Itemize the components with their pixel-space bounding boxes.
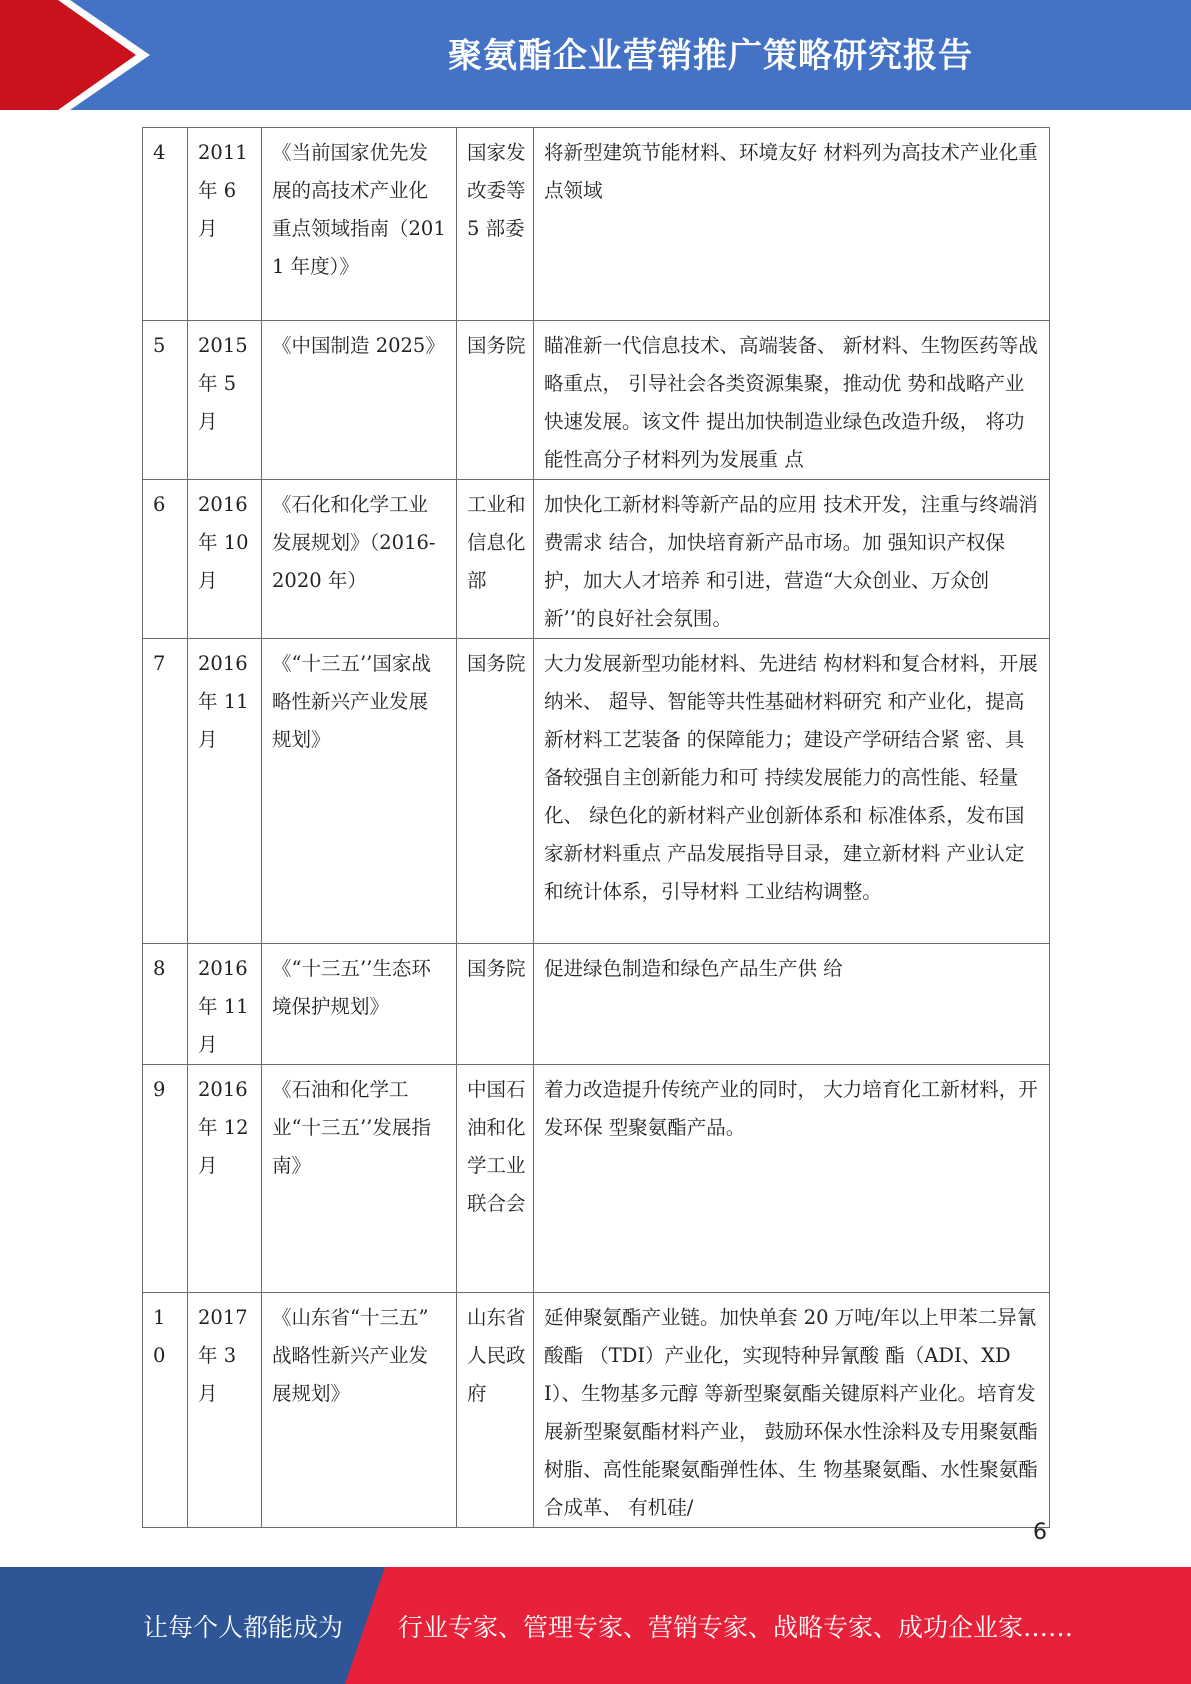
table-row xyxy=(143,1293,1050,1528)
row-content: 加快化工新材料等新产品的应用 技术开发，注重与终端消费需求 结合，加快培育新产品市场。加 强知识产权保护，加大人才培养 和引进，营造“大众创业、万众创 新’’的良好社会氛围。 xyxy=(534,480,1050,639)
row-date: 2016 年 12 月 xyxy=(188,1065,262,1293)
row-content: 着力改造提升传统产业的同时， 大力培育化工新材料，开发环保 型聚氨酯产品。 xyxy=(534,1065,1050,1293)
report-title: 聚氨酯企业营销推广策略研究报告 xyxy=(448,36,973,76)
row-number: 9 xyxy=(143,1065,188,1293)
footer-banner xyxy=(0,1567,1191,1684)
row-content: 延伸聚氨酯产业链。加快单套 20 万吨/年以上甲苯二异氰酸酯 （TDI）产业化，实现特种异氰酸 酯（ADI、XDI）、生物基多元醇 等新型聚氨酯关键原料产业化。培育发展新型聚氨酯材料产业， 鼓励环保水性涂料及专用聚氨酯 树脂、高性能聚氨酯弹性体、生 物基聚氨酯、水性聚氨酯合成革、 有机硅/ xyxy=(534,1293,1050,1528)
row-content: 将新型建筑节能材料、环境友好 材料列为高技术产业化重点领域 xyxy=(534,128,1050,321)
page-number: 6 xyxy=(1033,1520,1047,1545)
row-number: 6 xyxy=(143,480,188,639)
table-row xyxy=(143,128,1050,321)
row-content: 瞄准新一代信息技术、高端装备、 新材料、生物医药等战略重点， 引导社会各类资源集聚，推动优 势和战略产业快速发展。该文件 提出加快制造业绿色改造升级， 将功能性高分子材料列为发展重 点 xyxy=(534,321,1050,480)
row-issuer: 国务院 xyxy=(457,639,534,944)
row-issuer: 国务院 xyxy=(457,944,534,1065)
row-issuer: 山东省人民政府 xyxy=(457,1293,534,1528)
row-document: 《“十三五’’国家战 略性新兴产业发展 规划》 xyxy=(262,639,457,944)
table-row xyxy=(143,480,1050,639)
chevron-icon xyxy=(0,0,160,110)
row-date: 2015 年 5 月 xyxy=(188,321,262,480)
table-row xyxy=(143,639,1050,944)
row-document: 《山东省“十三五” 战略性新兴产业发 展规划》 xyxy=(262,1293,457,1528)
row-issuer: 国家发改委等 5 部委 xyxy=(457,128,534,321)
row-date: 2016 年 10 月 xyxy=(188,480,262,639)
row-number: 8 xyxy=(143,944,188,1065)
row-document: 《“十三五’’生态环 境保护规划》 xyxy=(262,944,457,1065)
row-issuer: 国务院 xyxy=(457,321,534,480)
row-date: 2017 年 3 月 xyxy=(188,1293,262,1528)
row-document: 《当前国家优先发展的高技术产业化重点领域指南（2011 年度）》 xyxy=(262,128,457,321)
table-row xyxy=(143,1065,1050,1293)
row-date: 2016 年 11 月 xyxy=(188,944,262,1065)
row-number: 7 xyxy=(143,639,188,944)
policy-table xyxy=(142,127,1050,1528)
row-number: 10 xyxy=(143,1293,188,1528)
row-document: 《中国制造 2025》 xyxy=(262,321,457,480)
row-document: 《石油和化学工业“十三五’’发展指南》 xyxy=(262,1065,457,1293)
row-document: 《石化和化学工业发展规划》（2016-2020 年） xyxy=(262,480,457,639)
table-row xyxy=(143,944,1050,1065)
footer-slogan-right: 行业专家、管理专家、营销专家、战略专家、成功企业家…… xyxy=(398,1612,1074,1642)
row-number: 4 xyxy=(143,128,188,321)
row-content: 大力发展新型功能材料、先进结 构材料和复合材料，开展纳米、 超导、智能等共性基础材料研究 和产业化，提高新材料工艺装备 的保障能力；建设产学研结合紧 密、具备较强自主创新能力和可 持续发展能力的高性能、轻量化、 绿色化的新材料产业创新体系和 标准体系，发布国家新材料重点 产品发展指导目录，建立新材料 产业认定和统计体系，引导材料 工业结构调整。 xyxy=(534,639,1050,944)
row-content: 促进绿色制造和绿色产品生产供 给 xyxy=(534,944,1050,1065)
table-row xyxy=(143,321,1050,480)
row-number: 5 xyxy=(143,321,188,480)
row-issuer: 工业和信息化部 xyxy=(457,480,534,639)
footer-slogan-left: 让每个人都能成为 xyxy=(143,1612,344,1642)
header-banner xyxy=(0,0,1191,110)
row-date: 2016 年 11 月 xyxy=(188,639,262,944)
row-issuer: 中国石油和化学工业联合会 xyxy=(457,1065,534,1293)
row-date: 2011 年 6 月 xyxy=(188,128,262,321)
